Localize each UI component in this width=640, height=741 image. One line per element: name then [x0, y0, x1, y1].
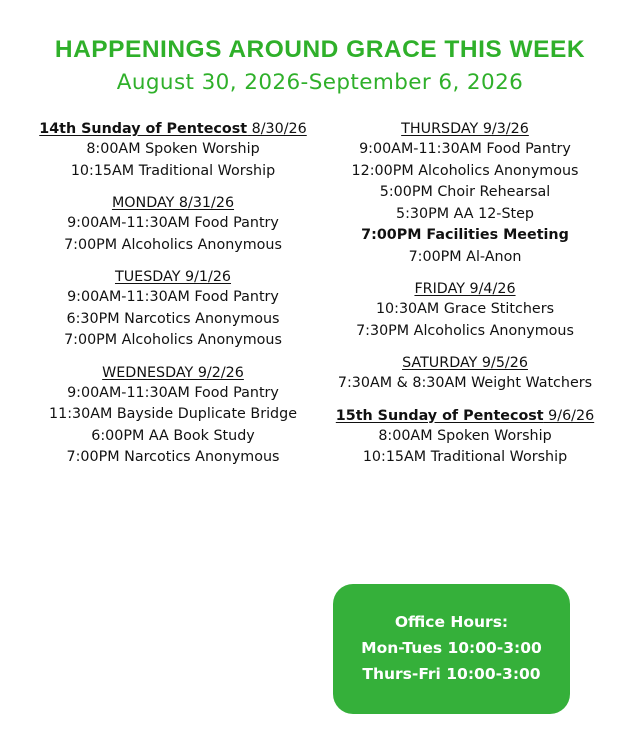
day-heading: MONDAY 8/31/26: [111, 195, 235, 211]
day-block-tuesday: [28, 268, 318, 352]
event-item: 6:30PM Narcotics Anonymous: [66, 310, 280, 327]
schedule-left-column: [28, 120, 318, 481]
page-title: HAPPENINGS AROUND GRACE THIS WEEK: [54, 36, 586, 63]
event-item: 10:15AM Traditional Worship: [362, 449, 568, 465]
event-item: 6:00PM AA Book Study: [91, 427, 255, 444]
event-item: 9:00AM-11:30AM Food Pantry: [359, 141, 571, 157]
office-hours-line: Thurs-Fri 10:00-3:00: [362, 665, 541, 683]
office-hours-box: [333, 584, 570, 714]
day-heading: FRIDAY 9/4/26: [414, 281, 516, 297]
day-heading: 15th Sunday of Pentecost 9/6/26: [335, 407, 595, 424]
day-block-wednesday: [28, 364, 318, 469]
office-hours-line: Mon-Tues 10:00-3:00: [361, 639, 542, 657]
day-heading: THURSDAY 9/3/26: [401, 121, 529, 137]
event-item: 12:00PM Alcoholics Anonymous: [351, 162, 579, 179]
event-item: 5:00PM Choir Rehearsal: [379, 184, 551, 200]
event-item: 8:00AM Spoken Worship: [378, 427, 552, 444]
day-heading: WEDNESDAY 9/2/26: [102, 364, 244, 381]
event-item: 7:00PM Alcoholics Anonymous: [64, 332, 282, 348]
event-item: 9:00AM-11:30AM Food Pantry: [67, 289, 279, 305]
day-block-saturday: [315, 354, 615, 395]
day-heading: TUESDAY 9/1/26: [114, 269, 232, 285]
day-block-sunday-8-30: [28, 120, 318, 182]
day-block-friday: [315, 280, 615, 342]
event-item: 7:30AM & 8:30AM Weight Watchers: [337, 375, 593, 391]
event-item: 11:30AM Bayside Duplicate Bridge: [49, 406, 297, 422]
date-range: August 30, 2026-September 6, 2026: [116, 70, 524, 95]
event-item: 9:00AM-11:30AM Food Pantry: [67, 384, 279, 401]
event-item: 10:15AM Traditional Worship: [70, 162, 276, 179]
office-hours-title: Office Hours:: [394, 613, 509, 631]
event-item: 7:30PM Alcoholics Anonymous: [356, 322, 574, 339]
event-item: 10:30AM Grace Stitchers: [375, 301, 555, 317]
event-item-highlighted: 7:00PM Facilities Meeting: [361, 227, 569, 243]
event-item: 7:00PM Alcoholics Anonymous: [64, 236, 282, 253]
schedule-right-column: [315, 120, 615, 481]
day-heading: SATURDAY 9/5/26: [402, 355, 528, 371]
event-item: 7:00PM Narcotics Anonymous: [66, 449, 280, 465]
event-item: 5:30PM AA 12-Step: [395, 205, 534, 222]
day-block-thursday: [315, 120, 615, 268]
day-block-sunday-9-6: [315, 407, 615, 469]
event-item: 9:00AM-11:30AM Food Pantry: [67, 215, 279, 231]
day-heading: 14th Sunday of Pentecost 8/30/26: [39, 121, 307, 137]
event-item: 8:00AM Spoken Worship: [86, 141, 260, 157]
event-item: 7:00PM Al-Anon: [408, 248, 522, 265]
day-block-monday: [28, 194, 318, 256]
